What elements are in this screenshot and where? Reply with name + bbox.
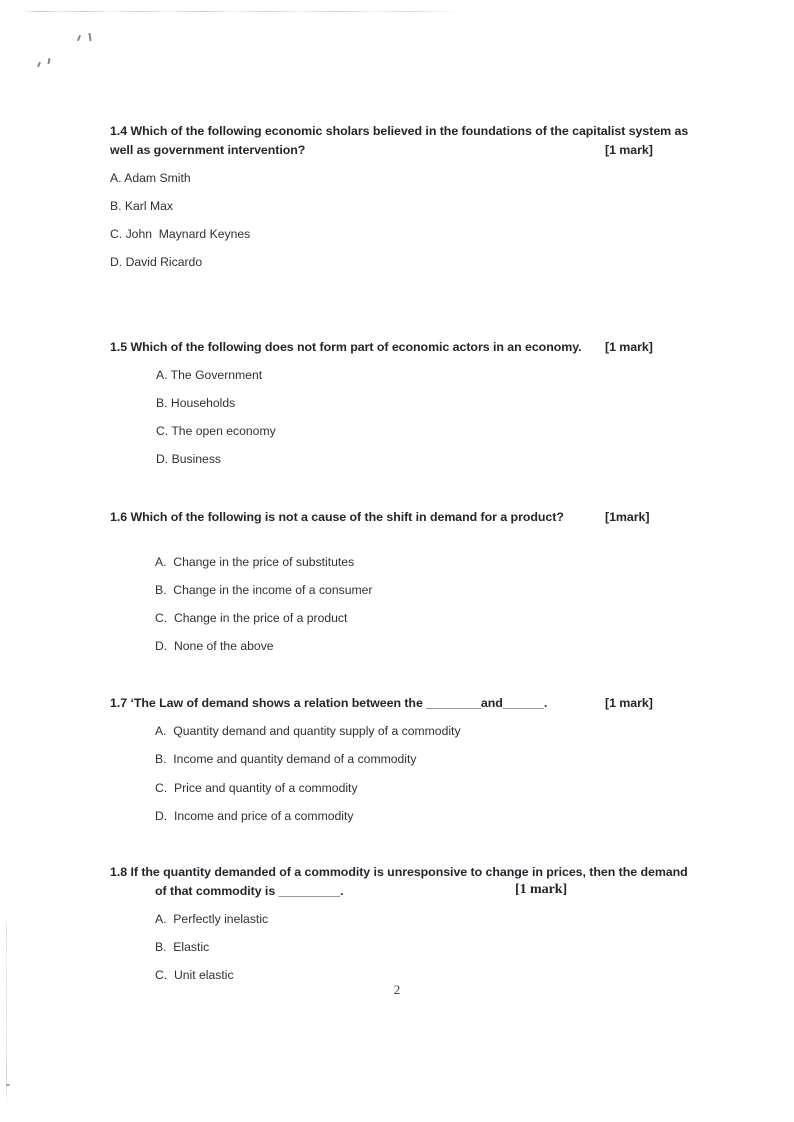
question-1-7-options (155, 723, 615, 833)
question-1-6-mark: [1mark] (605, 510, 650, 524)
page-number: 2 (393, 982, 401, 997)
question-1-8-stem-line1: 1.8 If the quantity demanded of a commodity is unresponsive to change in prices, then the demand (110, 865, 688, 879)
question-1-5-mark: [1 mark] (605, 340, 653, 354)
scan-speck (88, 33, 91, 41)
question-1-8-stem-line2: of that commodity is _________. (155, 883, 344, 898)
option-item[interactable]: C. Price and quantity of a commodity (155, 781, 358, 795)
question-1-7 (110, 694, 690, 713)
option-item[interactable]: C. Change in the price of a product (155, 611, 348, 625)
option-item[interactable]: A. Quantity demand and quantity supply of a commodity (155, 724, 461, 738)
option-item[interactable]: A. Change in the price of substitutes (155, 555, 355, 569)
question-1-4-stem-line2: well as government intervention? (110, 142, 306, 157)
question-1-8-stem (110, 863, 690, 900)
option-item[interactable]: D. Income and price of a commodity (155, 809, 354, 823)
question-1-8-mark: [1 mark] (515, 881, 568, 897)
scan-artifact-left-line (6, 920, 7, 1106)
option-item[interactable]: B. Income and quantity demand of a commodity (155, 752, 417, 766)
scan-speck (47, 58, 50, 64)
question-1-6-options (155, 554, 575, 664)
question-1-6-stem (110, 508, 690, 527)
scan-speck (77, 35, 81, 41)
question-1-4-mark: [1 mark] (605, 142, 653, 157)
question-1-7-stem-line1: 1.7 ‘The Law of demand shows a relation between the ________and______. (110, 696, 548, 710)
option-item[interactable]: B. Karl Max (110, 199, 173, 213)
question-1-5-stem (110, 338, 690, 357)
scan-speck (6, 1084, 10, 1086)
question-1-8 (110, 863, 690, 900)
question-1-4-options (110, 170, 530, 280)
option-item[interactable]: B. Elastic (155, 940, 210, 954)
option-item[interactable]: D. None of the above (155, 639, 274, 653)
option-item[interactable]: D. Business (156, 452, 222, 466)
option-item[interactable]: B. Change in the income of a consumer (155, 583, 373, 597)
option-item[interactable]: C. John Maynard Keynes (110, 227, 251, 241)
option-item[interactable]: A. Perfectly inelastic (155, 912, 269, 926)
scan-speck (37, 62, 41, 67)
question-1-7-mark: [1 mark] (605, 696, 653, 710)
question-1-4-stem (110, 122, 690, 159)
option-item[interactable]: D. David Ricardo (110, 255, 203, 269)
option-item[interactable]: A. Adam Smith (110, 171, 191, 185)
question-1-5-stem-line1: 1.5 Which of the following does not form part of economic actors in an economy. (110, 340, 582, 354)
option-item[interactable]: A. The Government (156, 368, 263, 382)
question-1-4 (110, 122, 690, 159)
option-item[interactable]: B. Households (156, 396, 236, 410)
scan-artifact-top-line (22, 11, 462, 12)
question-1-5-options (156, 367, 576, 477)
question-1-6-stem-line1: 1.6 Which of the following is not a cause of the shift in demand for a product? (110, 510, 564, 524)
question-1-4-stem-line1: 1.4 Which of the following economic sholars believed in the foundations of the capitalist system as (110, 124, 689, 138)
option-item[interactable]: C. Unit elastic (155, 968, 234, 982)
option-item[interactable]: C. The open economy (156, 424, 276, 438)
question-1-6 (110, 508, 690, 527)
question-1-5 (110, 338, 690, 357)
question-1-7-stem (110, 694, 690, 713)
